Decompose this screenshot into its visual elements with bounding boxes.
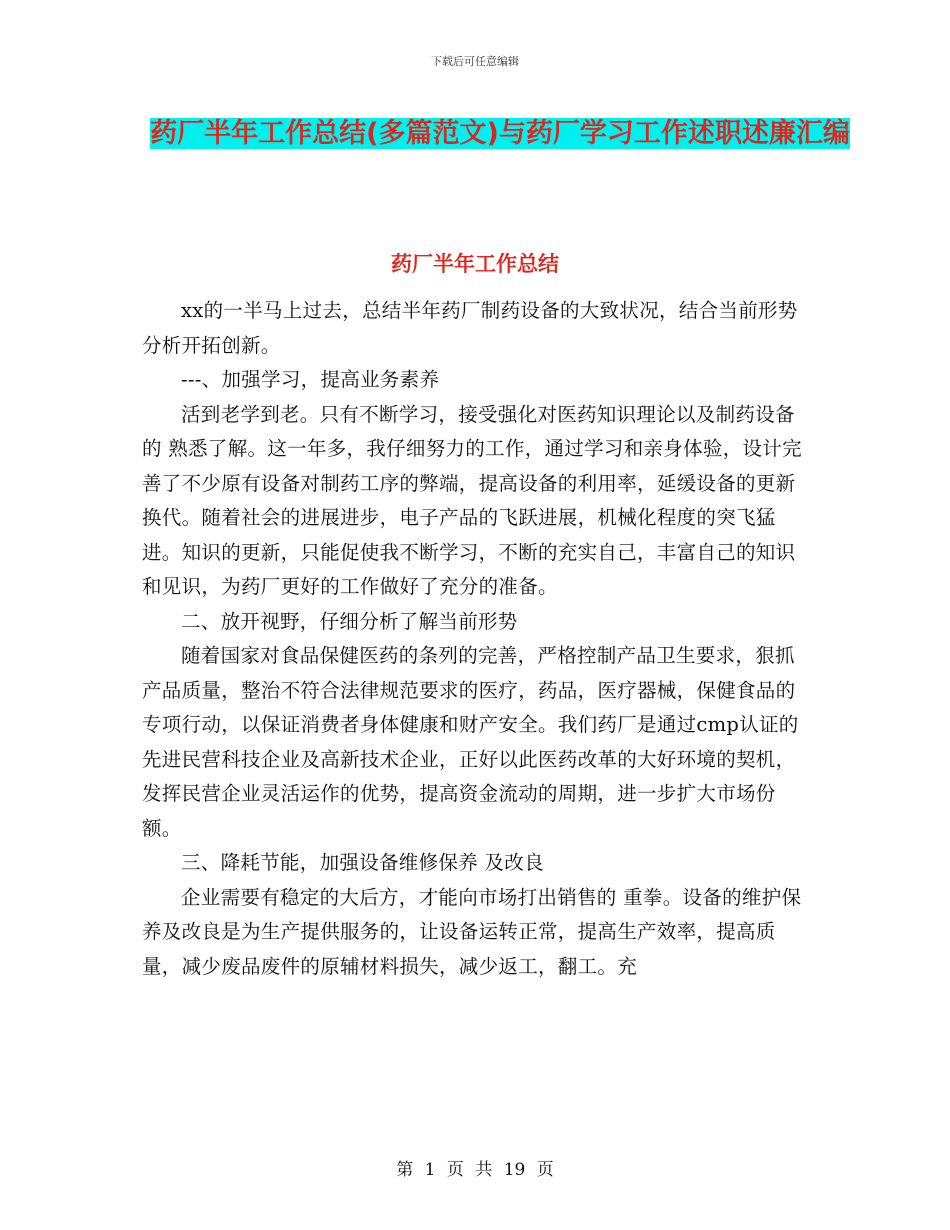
document-body bbox=[142, 294, 810, 984]
document-title bbox=[120, 108, 880, 160]
section-heading: 药厂半年工作总结 bbox=[391, 252, 559, 276]
paragraph-2: 随着国家对食品保健医药的条列的完善，严格控制产品卫生要求，狠抓产品质量，整治不符合法律规范要求的医疗，药品，医疗器械，保健食品的专项行动，以保证消费者身体健康和财产安全。我们药厂是通过cmp认证的先进民营科技企业及高新技术企业，正好以此医药改革的大好环境的契机，发挥民营企业灵活运作的优势，提高资金流动的周期，进一步扩大市场份额。 bbox=[142, 644, 799, 840]
header-note: 下载后可任意编辑 bbox=[431, 55, 519, 68]
paragraph-intro: xx的一半马上过去，总结半年药厂制药设备的大致状况，结合当前形势分析开拓创新。 bbox=[142, 299, 798, 357]
subheading-2: 二、放开视野，仔细分析了解当前形势 bbox=[181, 609, 518, 633]
subheading-1: ---、加强学习，提高业务素养 bbox=[181, 368, 440, 391]
document-title-text: 药厂半年工作总结(多篇范文)与药厂学习工作述职述廉汇编 bbox=[150, 118, 850, 149]
paragraph-1: 活到老学到老。只有不断学习，接受强化对医药知识理论以及制药设备的 熟悉了解。这一年多，我仔细努力的工作，通过学习和亲身体验，设计完善了不少原有设备对制药工序的弊端，提高设备的利用率，延缓设备的更新换代。随着社会的进展进步，电子产品的飞跃进展，机械化程度的突飞猛进。知识的更新，只能促使我不断学习，不断的充实自己，丰富自己的知识和见识，为药厂更好的工作做好了充分的准备。 bbox=[142, 402, 802, 598]
paragraph-3: 企业需要有稳定的大后方，才能向市场打出销售的 重拳。设备的维护保养及改良是为生产提供服务的，让设备运转正常，提高生产效率，提高质量，减少废品废件的原辅材料损失，减少返工，翻工。充 bbox=[142, 885, 802, 978]
page-indicator: 第 1 页 共 19 页 bbox=[396, 1160, 554, 1180]
subheading-3: 三、降耗节能，加强设备维修保养 及改良 bbox=[181, 851, 544, 874]
